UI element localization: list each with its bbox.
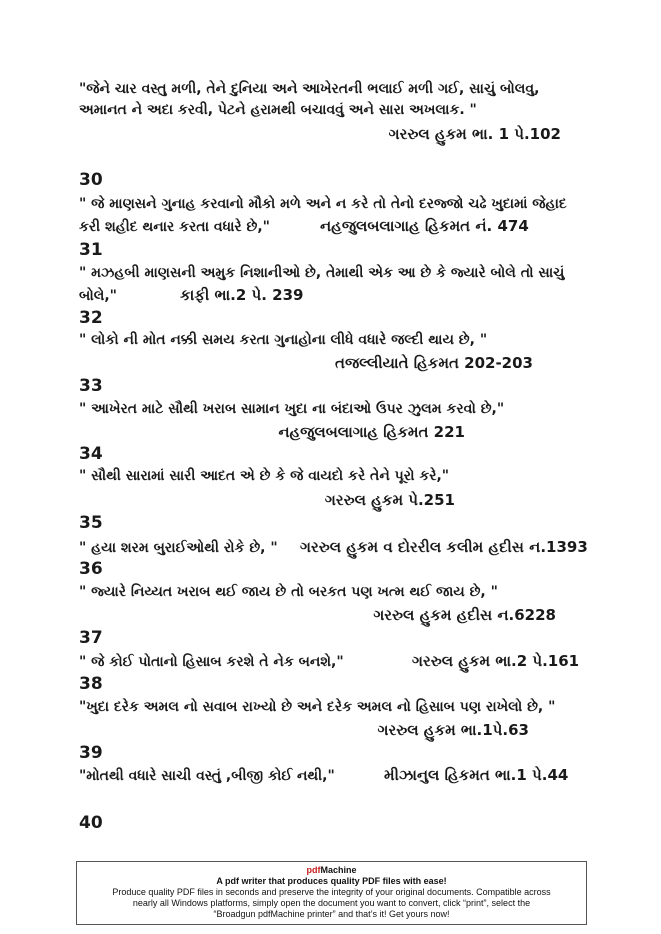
quote-number: 32	[79, 308, 103, 328]
quote-source: ગરરુલ હુકમ ભા. 1 પે.102	[388, 125, 561, 143]
quote-number: 38	[79, 674, 103, 694]
quote-text-line: "મોતથી વધારે સાચી વસ્તું ,બીજી કોઈ નથી,"	[79, 768, 335, 784]
quote-number: 30	[79, 170, 103, 190]
quote-text-line: " જ્યારે નિય્યત ખરાબ થઈ જાય છે તો બરકત પણ ખત્મ થઈ જાય છે, "	[79, 584, 498, 600]
quote-source: નહજુલબલાગાહ હિકમત 221	[278, 423, 465, 441]
quote-text-line: " જે માણસને ગુનાહ કરવાનો મૌકો મળે અને ન કરે તો તેનો દરજ્જો ચઢે ખુદામાં જેહાદ	[79, 196, 567, 212]
quote-source: ગરરુલ હુકમ ભા.1પે.63	[377, 721, 529, 739]
quote-text-line: અમાનત ને અદા કરવી, પેટને હરામથી બચાવવું અને સારા અખલાક. "	[79, 102, 477, 118]
quote-text-line: " હયા શરમ બુરાઈઓથી રોકે છે, "	[79, 540, 278, 556]
quote-text-line: " લોકો ની મોત નક્કી સમય કરતા ગુનાહોના લીધે વધારે જલ્દી થાય છે, "	[79, 332, 488, 348]
footer-body-line: Produce quality PDF files in seconds and preserve the integrity of your original documents. Compatible across	[112, 887, 551, 897]
quote-source: કાફી ભા.2 પે. 239	[180, 286, 304, 304]
quote-number: 35	[79, 513, 103, 533]
quote-number: 36	[79, 559, 103, 579]
quote-source: ગરરુલ હુકમ પે.251	[324, 491, 455, 509]
footer-body-line: nearly all Windows platforms, simply open the document you want to convert, click “print”, select the	[132, 898, 531, 908]
quote-text-line: "જેને ચાર વસ્તુ મળી, તેને દુનિયા અને આખેરતની ભલાઈ મળી ગઈ, સાચું બોલવુ,	[79, 81, 540, 97]
quote-text-line: " આખેરત માટે સૌથી ખરાબ સામાન ખુદા ના બંદાઓ ઉપર ઝુલમ કરવો છે,"	[79, 401, 505, 417]
quote-source: ગરરુલ હુકમ હદીસ ન.6228	[373, 606, 556, 624]
quote-number: 37	[79, 628, 103, 648]
quote-text-line: "ખુદા દરેક અમલ નો સવાબ રાખ્યો છે અને દરેક અમલ નો હિસાબ પણ રાખેલો છે, "	[79, 699, 556, 715]
quote-number: 40	[79, 813, 103, 833]
quote-source: તજલ્લીયાતે હિકમત 202-203	[335, 354, 533, 372]
quote-source: નહજુલબલાગાહ હિકમત નં. 474	[320, 217, 529, 235]
quote-text-line: " સૌથી સારામાં સારી આદત એ છે કે જે વાયદો કરે તેને પૂરો કરે,"	[79, 468, 450, 484]
quote-text-line: કરી શહીદ થનાર કરતા વધારે છે,"	[79, 219, 270, 235]
quote-text-line: બોલે,"	[79, 288, 117, 304]
quote-source: મીઝાનુલ હિકમત ભા.1 પે.44	[384, 766, 569, 784]
footer-body-line: “Broadgun pdfMachine printer” and that’s it! Get yours now!	[213, 909, 450, 919]
pdfmachine-logo: pdfMachine	[306, 865, 357, 875]
footer-tagline: A pdf writer that produces quality PDF files with ease!	[216, 876, 447, 886]
quote-number: 34	[79, 444, 103, 464]
quote-source: ગરરુલ હુકમ વ દોરરીલ કલીમ હદીસ ન.1393	[300, 538, 588, 556]
pdfmachine-footer	[76, 861, 587, 925]
quote-number: 33	[79, 376, 103, 396]
quote-number: 39	[79, 743, 103, 763]
quote-text-line: " જે કોઈ પોતાનો હિસાબ કરશે તે નેક બનશે,"	[79, 654, 344, 670]
quote-text-line: " મઝહબી માણસની અમુક નિશાનીઓ છે, તેમાથી એક આ છે કે જ્યારે બોલે તો સાચું	[79, 265, 565, 281]
quote-source: ગરરુલ હુકમ ભા.2 પે.161	[412, 652, 580, 670]
quote-number: 31	[79, 240, 103, 260]
